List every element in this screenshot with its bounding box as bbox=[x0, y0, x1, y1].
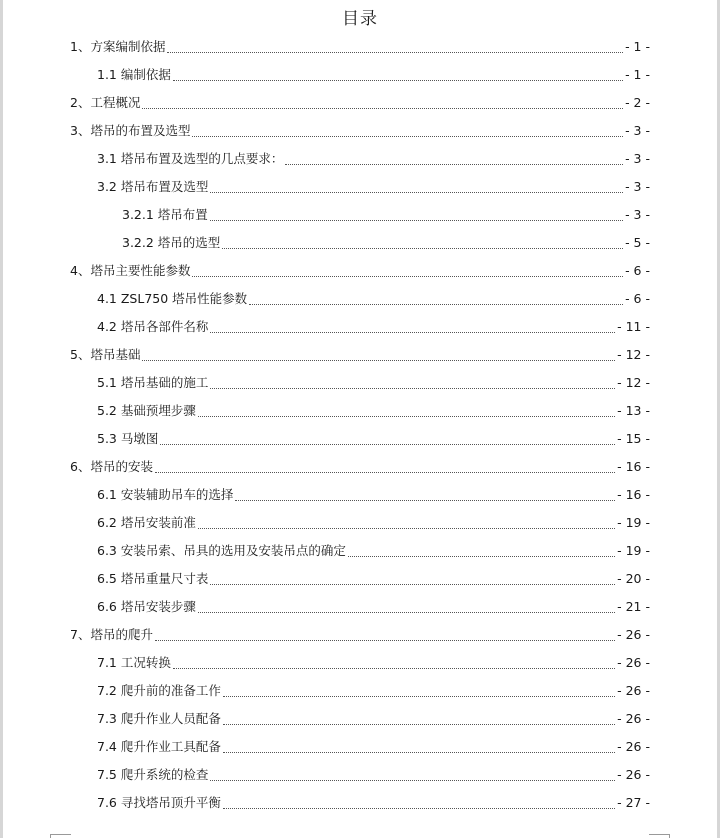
toc-entry-page-number: - 3 - bbox=[625, 151, 650, 166]
dot-leader bbox=[223, 751, 615, 753]
dot-leader bbox=[198, 415, 615, 417]
dot-leader bbox=[142, 359, 615, 361]
dot-leader bbox=[210, 191, 623, 193]
toc-entry-label: 5.1 塔吊基础的施工 bbox=[97, 375, 209, 390]
dot-leader bbox=[160, 443, 615, 445]
toc-entry-label: 6.6 塔吊安装步骤 bbox=[97, 599, 196, 614]
dot-leader bbox=[167, 51, 623, 53]
toc-entry[interactable] bbox=[0, 117, 720, 145]
dot-leader bbox=[173, 667, 615, 669]
toc-entry-page-number: - 26 - bbox=[617, 655, 650, 670]
toc-entry[interactable] bbox=[0, 481, 720, 509]
toc-entry[interactable] bbox=[0, 789, 720, 817]
toc-entry-label: 6.1 安装辅助吊车的选择 bbox=[97, 487, 234, 502]
dot-leader bbox=[155, 639, 615, 641]
toc-entry-label: 6.2 塔吊安装前准 bbox=[97, 515, 196, 530]
dot-leader bbox=[210, 779, 615, 781]
toc-entry-page-number: - 16 - bbox=[617, 459, 650, 474]
toc-entry-label: 6.5 塔吊重量尺寸表 bbox=[97, 571, 209, 586]
toc-entry[interactable] bbox=[0, 89, 720, 117]
dot-leader bbox=[173, 79, 623, 81]
toc-entry-label: 7.6 寻找塔吊顶升平衡 bbox=[97, 795, 221, 810]
toc-entry[interactable] bbox=[0, 565, 720, 593]
toc-entry-label: 5.3 马墩图 bbox=[97, 431, 159, 446]
toc-entry-label: 3.2 塔吊布置及选型 bbox=[97, 179, 209, 194]
toc-entry[interactable] bbox=[0, 145, 720, 173]
toc-entry-page-number: - 11 - bbox=[617, 319, 650, 334]
table-of-contents bbox=[0, 33, 720, 817]
toc-entry-page-number: - 6 - bbox=[625, 263, 650, 278]
toc-entry-label: 6、塔吊的安装 bbox=[70, 459, 153, 474]
toc-entry-label: 3、塔吊的布置及选型 bbox=[70, 123, 191, 138]
toc-entry-page-number: - 1 - bbox=[625, 67, 650, 82]
dot-leader bbox=[223, 723, 615, 725]
toc-entry[interactable] bbox=[0, 369, 720, 397]
toc-entry-label: 4.2 塔吊各部件名称 bbox=[97, 319, 209, 334]
toc-entry-page-number: - 26 - bbox=[617, 711, 650, 726]
toc-entry-label: 2、工程概况 bbox=[70, 95, 141, 110]
dot-leader bbox=[210, 331, 615, 333]
toc-entry-label: 7.5 爬升系统的检查 bbox=[97, 767, 209, 782]
dot-leader bbox=[198, 611, 615, 613]
dot-leader bbox=[348, 555, 615, 557]
toc-entry-label: 7.4 爬升作业工具配备 bbox=[97, 739, 221, 754]
corner-mark-right bbox=[649, 834, 670, 838]
toc-entry[interactable] bbox=[0, 173, 720, 201]
toc-entry-page-number: - 3 - bbox=[625, 179, 650, 194]
toc-entry-label: 5.2 基础预埋步骤 bbox=[97, 403, 196, 418]
toc-entry-page-number: - 12 - bbox=[617, 347, 650, 362]
toc-entry-page-number: - 15 - bbox=[617, 431, 650, 446]
toc-entry-page-number: - 6 - bbox=[625, 291, 650, 306]
toc-entry-page-number: - 26 - bbox=[617, 627, 650, 642]
dot-leader bbox=[222, 247, 623, 249]
toc-entry[interactable] bbox=[0, 285, 720, 313]
toc-entry-page-number: - 26 - bbox=[617, 683, 650, 698]
toc-entry-label: 7.2 爬升前的准备工作 bbox=[97, 683, 221, 698]
toc-entry[interactable] bbox=[0, 257, 720, 285]
toc-entry-page-number: - 21 - bbox=[617, 599, 650, 614]
toc-entry-page-number: - 16 - bbox=[617, 487, 650, 502]
page-title: 目录 bbox=[342, 9, 378, 29]
dot-leader bbox=[210, 583, 615, 585]
dot-leader bbox=[223, 807, 615, 809]
toc-entry-page-number: - 27 - bbox=[617, 795, 650, 810]
toc-entry-page-number: - 5 - bbox=[625, 235, 650, 250]
toc-entry-label: 7.1 工况转换 bbox=[97, 655, 171, 670]
toc-entry-page-number: - 20 - bbox=[617, 571, 650, 586]
toc-entry-page-number: - 3 - bbox=[625, 207, 650, 222]
toc-entry-label: 7、塔吊的爬升 bbox=[70, 627, 153, 642]
toc-entry-label: 5、塔吊基础 bbox=[70, 347, 141, 362]
toc-entry-label: 6.3 安装吊索、吊具的选用及安装吊点的确定 bbox=[97, 543, 346, 558]
dot-leader bbox=[285, 163, 623, 165]
toc-entry[interactable] bbox=[0, 453, 720, 481]
dot-leader bbox=[210, 219, 623, 221]
dot-leader bbox=[235, 499, 615, 501]
toc-entry[interactable] bbox=[0, 341, 720, 369]
toc-entry[interactable] bbox=[0, 649, 720, 677]
dot-leader bbox=[192, 275, 623, 277]
dot-leader bbox=[223, 695, 615, 697]
dot-leader bbox=[210, 387, 615, 389]
toc-entry[interactable] bbox=[0, 593, 720, 621]
toc-entry[interactable] bbox=[0, 537, 720, 565]
toc-entry-label: 4、塔吊主要性能参数 bbox=[70, 263, 191, 278]
toc-entry[interactable] bbox=[0, 33, 720, 61]
dot-leader bbox=[249, 303, 623, 305]
toc-entry-page-number: - 19 - bbox=[617, 515, 650, 530]
toc-entry-page-number: - 19 - bbox=[617, 543, 650, 558]
toc-entry-page-number: - 3 - bbox=[625, 123, 650, 138]
dot-leader bbox=[192, 135, 623, 137]
toc-entry-label: 3.1 塔吊布置及选型的几点要求： bbox=[97, 151, 284, 166]
toc-entry-page-number: - 1 - bbox=[625, 39, 650, 54]
corner-mark-left bbox=[50, 834, 71, 838]
dot-leader bbox=[155, 471, 615, 473]
toc-entry-page-number: - 12 - bbox=[617, 375, 650, 390]
dot-leader bbox=[142, 107, 623, 109]
toc-entry[interactable] bbox=[0, 621, 720, 649]
toc-entry-label: 3.2.2 塔吊的选型 bbox=[122, 235, 221, 250]
toc-entry-label: 7.3 爬升作业人员配备 bbox=[97, 711, 221, 726]
toc-entry[interactable] bbox=[0, 733, 720, 761]
toc-entry-label: 1.1 编制依据 bbox=[97, 67, 171, 82]
toc-entry[interactable] bbox=[0, 313, 720, 341]
toc-entry[interactable] bbox=[0, 761, 720, 789]
toc-entry-page-number: - 26 - bbox=[617, 767, 650, 782]
dot-leader bbox=[198, 527, 615, 529]
toc-entry[interactable] bbox=[0, 425, 720, 453]
toc-entry[interactable] bbox=[0, 201, 720, 229]
toc-entry-page-number: - 13 - bbox=[617, 403, 650, 418]
toc-entry-page-number: - 26 - bbox=[617, 739, 650, 754]
toc-entry-label: 3.2.1 塔吊布置 bbox=[122, 207, 208, 222]
toc-entry-page-number: - 2 - bbox=[625, 95, 650, 110]
toc-entry[interactable] bbox=[0, 705, 720, 733]
toc-entry[interactable] bbox=[0, 61, 720, 89]
toc-entry-label: 4.1 ZSL750 塔吊性能参数 bbox=[97, 291, 248, 306]
toc-entry[interactable] bbox=[0, 229, 720, 257]
toc-entry[interactable] bbox=[0, 397, 720, 425]
toc-entry[interactable] bbox=[0, 677, 720, 705]
toc-entry[interactable] bbox=[0, 509, 720, 537]
toc-entry-label: 1、方案编制依据 bbox=[70, 39, 166, 54]
